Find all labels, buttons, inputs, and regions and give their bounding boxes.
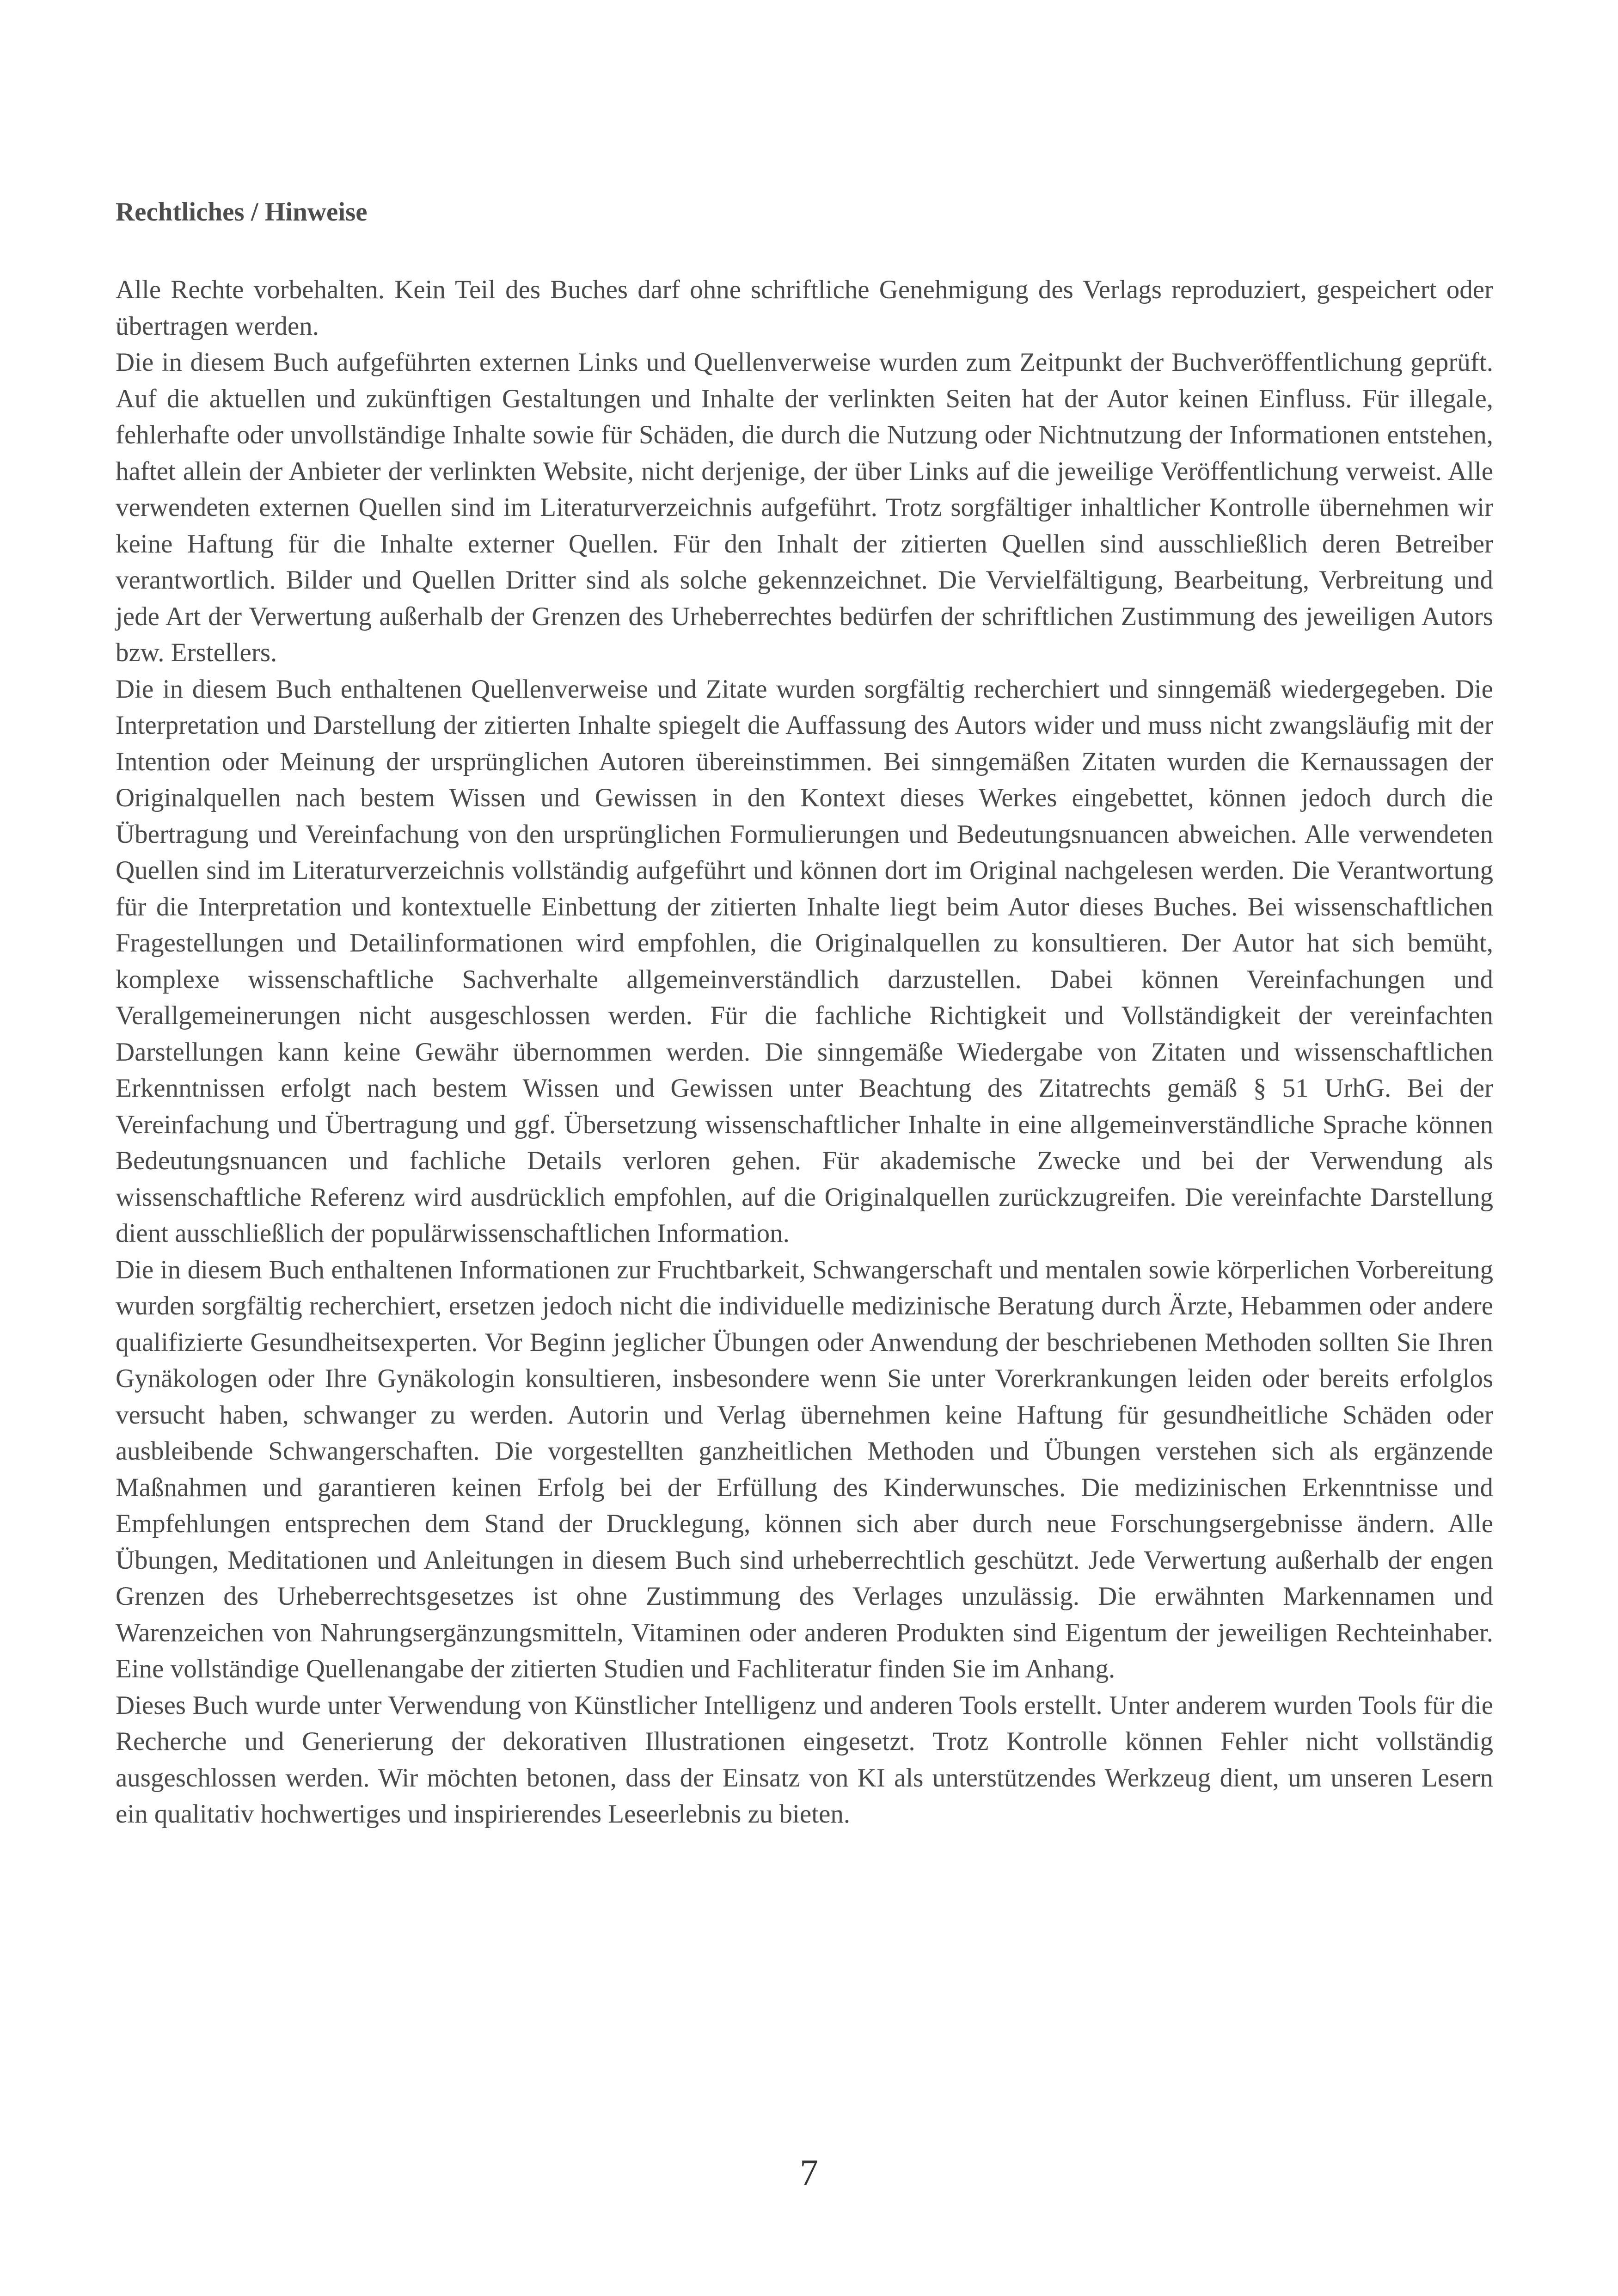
paragraph-citations: Die in diesem Buch enthaltenen Quellenverweise und Zitate wurden sorgfältig recherchiert und sinngemäß wiedergegeben. Die Interpretation und Darstellung der zitierten Inhalte spiegelt die Auffassung des Autors wider und muss nicht zwangsläufig mit der Intention oder Meinung der ursprünglichen Autoren übereinstimmen. Bei sinngemäßen Zitaten wurden die Kernaussagen der Originalquellen nach bestem Wissen und Gewissen in den Kontext dieses Werkes eingebettet, können jedoch durch die Übertragung und Vereinfachung von den ursprünglichen Formulierungen und Bedeutungsnuancen abweichen. Alle verwendeten Quellen sind im Literaturverzeichnis vollständig aufgeführt und können dort im Original nachgelesen werden. Die Verantwortung für die Interpretation und kontextuelle Einbettung der zitierten Inhalte liegt beim Autor dieses Buches. Bei wissenschaftlichen Fragestellungen und Detailinformationen wird empfohlen, die Originalquellen zu konsultieren. Der Autor hat sich bemüht, komplexe wissenschaftliche Sachverhalte allgemeinverständlich darzustellen. Dabei können Vereinfachungen und Verallgemeinerungen nicht ausgeschlossen werden. Für die fachliche Richtigkeit und Vollständigkeit der vereinfachten Darstellungen kann keine Gewähr übernommen werden. Die sinngemäße Wiedergabe von Zitaten und wissenschaftlichen Erkenntnissen erfolgt nach bestem Wissen und Gewissen unter Beachtung des Zitatrechts gemäß § 51 UrhG. Bei der Vereinfachung und Übertragung und ggf. Übersetzung wissenschaftlicher Inhalte in eine allgemeinverständliche Sprache können Bedeutungsnuancen und fachliche Details verloren gehen. Für akademische Zwecke und bei der Verwendung als wissenschaftliche Referenz wird ausdrücklich empfohlen, auf die Originalquellen zurückzugreifen. Die vereinfachte Darstellung dient ausschließlich der populärwissenschaftlichen Information. bbox=[116, 674, 1493, 1248]
paragraph-ai-notice: Dieses Buch wurde unter Verwendung von Künstlicher Intelligenz und anderen Tools erstellt. Unter anderem wurden Tools für die Recherche und Generierung der dekorativen Illustrationen eingesetzt. Trotz Kontrolle können Fehler nicht vollständig ausgeschlossen werden. Wir möchten betonen, dass der Einsatz von KI als unterstützendes Werkzeug dient, um unseren Lesern ein qualitativ hochwertiges und inspirierendes Leseerlebnis zu bieten. bbox=[116, 1690, 1493, 1829]
paragraph-external-links: Die in diesem Buch aufgeführten externen Links und Quellenverweise wurden zum Zeitpunkt der Buchveröffentlichung geprüft. Auf die aktuellen und zukünftigen Gestaltungen und Inhalte der verlinkten Seiten hat der Autor keinen Einfluss. Für illegale, fehlerhafte oder unvollständige Inhalte sowie für Schäden, die durch die Nutzung oder Nichtnutzung der Informationen entstehen, haftet allein der Anbieter der verlinkten Website, nicht derjenige, der über Links auf die jeweilige Veröffentlichung verweist. Alle verwendeten externen Quellen sind im Literaturverzeichnis aufgeführt. Trotz sorgfältiger inhaltlicher Kontrolle übernehmen wir keine Haftung für die Inhalte externer Quellen. Für den Inhalt der zitierten Quellen sind ausschließlich deren Betreiber verantwortlich. Bilder und Quellen Dritter sind als solche gekennzeichnet. Die Vervielfältigung, Bearbeitung, Verbreitung und jede Art der Verwertung außerhalb der Grenzen des Urheberrechtes bedürfen der schriftlichen Zustimmung des jeweiligen Autors bzw. Erstellers. bbox=[116, 348, 1493, 667]
page-number: 7 bbox=[800, 2153, 818, 2193]
paragraph-rights: Alle Rechte vorbehalten. Kein Teil des Buches darf ohne schriftliche Genehmigung des Verlags reproduziert, gespeichert oder übertragen werden. bbox=[116, 275, 1493, 341]
section-heading: Rechtliches / Hinweise bbox=[116, 197, 368, 227]
paragraph-medical-disclaimer: Die in diesem Buch enthaltenen Informationen zur Fruchtbarkeit, Schwangerschaft und mentalen sowie körperlichen Vorbereitung wurden sorgfältig recherchiert, ersetzen jedoch nicht die individuelle medizinische Beratung durch Ärzte, Hebammen oder andere qualifizierte Gesundheitsexperten. Vor Beginn jeglicher Übungen oder Anwendung der beschriebenen Methoden sollten Sie Ihren Gynäkologen oder Ihre Gynäkologin konsultieren, insbesondere wenn Sie unter Vorerkrankungen leiden oder bereits erfolglos versucht haben, schwanger zu werden. Autorin und Verlag übernehmen keine Haftung für gesundheitliche Schäden oder ausbleibende Schwangerschaften. Die vorgestellten ganzheitlichen Methoden und Übungen verstehen sich als ergänzende Maßnahmen und garantieren keinen Erfolg bei der Erfüllung des Kinderwunsches. Die medizinischen Erkenntnisse und Empfehlungen entsprechen dem Stand der Drucklegung, können sich aber durch neue Forschungsergebnisse ändern. Alle Übungen, Meditationen und Anleitungen in diesem Buch sind urheberrechtlich geschützt. Jede Verwertung außerhalb der engen Grenzen des Urheberrechtsgesetzes ist ohne Zustimmung des Verlages unzulässig. Die erwähnten Markennamen und Warenzeichen von Nahrungsergänzungsmitteln, Vitaminen oder anderen Produkten sind Eigentum der jeweiligen Rechteinhaber. Eine vollständige Quellenangabe der zitierten Studien und Fachliteratur finden Sie im Anhang. bbox=[116, 1255, 1493, 1683]
page-content bbox=[116, 194, 1493, 1833]
